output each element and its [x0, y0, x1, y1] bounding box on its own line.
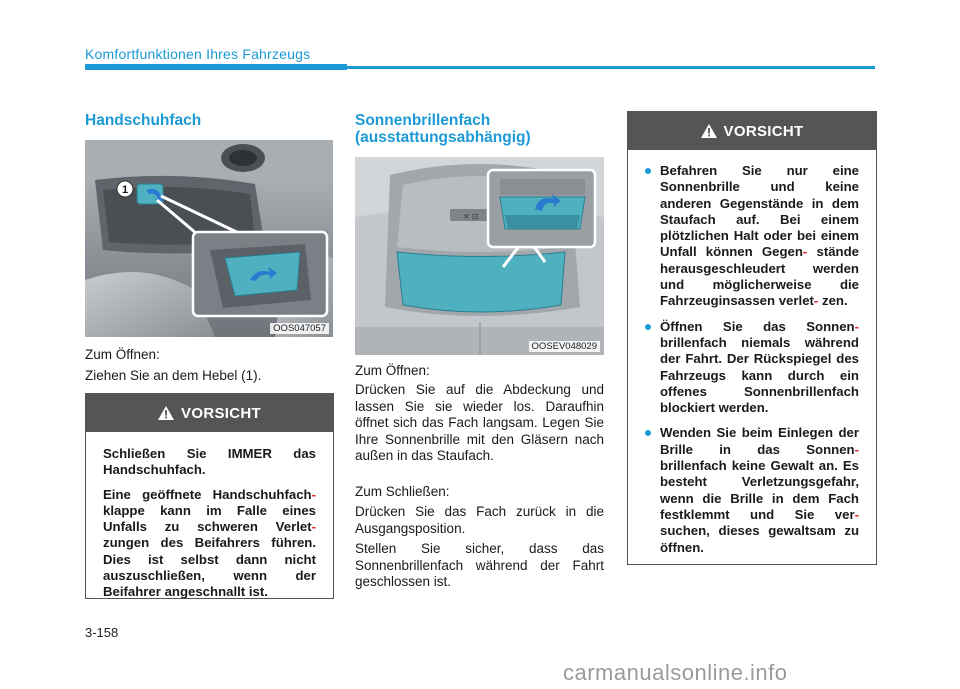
sunglasses-heading-line1: Sonnenbrillenfach	[355, 112, 491, 129]
warning-triangle-icon	[701, 124, 717, 138]
sunglasses-open-text: Drücken Sie auf die Abdeckung und lassen Sie sie wieder los. Daraufhin öffnet sich das Fach langsam. Legen Sie Ihre Sonnenbrille mit den Gläsern nach außen in das Staufach.	[355, 382, 604, 463]
svg-text:⨯ ⊡: ⨯ ⊡	[463, 212, 479, 221]
glovebox-image	[85, 140, 333, 337]
bullet-dot-icon	[645, 168, 651, 174]
glovebox-warning-box	[85, 393, 334, 599]
sunglasses-image-code: OOSEV048029	[529, 341, 601, 352]
glovebox-pull-instruction: Ziehen Sie an dem Hebel (1).	[85, 368, 262, 383]
bullet-dot-icon	[645, 430, 651, 436]
sunglasses-ensure-text: Stellen Sie sicher, dass das Sonnenbrillenfach während der Fahrt geschlossen ist.	[355, 541, 604, 589]
sunglasses-close-label: Zum Schließen:	[355, 484, 450, 499]
header-rule-accent	[85, 64, 347, 70]
section-header-title: Komfortfunktionen Ihres Fahrzeugs	[85, 46, 311, 62]
glovebox-heading: Handschuhfach	[85, 112, 202, 129]
sunglasses-open-label: Zum Öffnen:	[355, 363, 430, 378]
watermark: carmanualsonline.info	[563, 660, 788, 685]
warning-bullet-3: Wenden Sie beim Einlegen der Brille in das Sonnen- brillenfach keine Gewalt an. Es besteht Verletzungsgefahr, wenn die Brille in dem Fach festklemmt und Sie ver- suchen, dieses gewaltsam zu öffnen.	[645, 425, 859, 555]
sunglasses-illustration	[355, 157, 604, 355]
glovebox-warning-text-1: Schließen Sie IMMER das Handschuhfach.	[103, 446, 316, 478]
sunglasses-warning-box	[627, 111, 877, 565]
warning-bullet-2: Öffnen Sie das Sonnen- brillenfach niemals während der Fahrt. Der Rückspiegel des Fahrzeugs kann durch ein offenes Sonnenbrillenfach blockiert werden.	[645, 319, 859, 417]
sunglasses-heading	[355, 112, 531, 146]
sunglasses-heading-line2: (ausstattungsabhängig)	[355, 129, 531, 146]
bullet-dot-icon	[645, 324, 651, 330]
glovebox-image-code: OOS047057	[270, 323, 329, 334]
glovebox-warning-title: VORSICHT	[181, 404, 261, 422]
sunglasses-image	[355, 157, 604, 355]
glovebox-illustration	[85, 140, 333, 337]
glovebox-warning-header	[86, 394, 333, 432]
glovebox-warning-text-2: Eine geöffnete Handschuhfach- klappe kann im Falle eines Unfalls zu schweren Verlet- zungen des Beifahrers führen. Dies ist selbst dann nicht auszuschließen, wenn der Beifahrer angeschnallt ist.	[103, 486, 316, 600]
sunglasses-warning-title: VORSICHT	[723, 122, 804, 140]
warning-bullet-1: Befahren Sie nur eine Sonnenbrille und keine anderen Gegenstände in dem Staufach auf. Bei einem plötzlichen Halt oder bei einem Unfall können Gegen- stände herausgeschleudert werden und möglicherweise die Fahrzeuginsassen verlet- zen.	[645, 163, 859, 310]
sunglasses-close-text: Drücken Sie das Fach zurück in die Ausgangsposition.	[355, 504, 604, 536]
page-number: 3-158	[85, 625, 119, 640]
callout-number: 1	[121, 184, 129, 196]
sunglasses-warning-header	[628, 112, 876, 150]
glovebox-open-label: Zum Öffnen:	[85, 347, 160, 362]
warning-triangle-icon	[158, 406, 174, 420]
